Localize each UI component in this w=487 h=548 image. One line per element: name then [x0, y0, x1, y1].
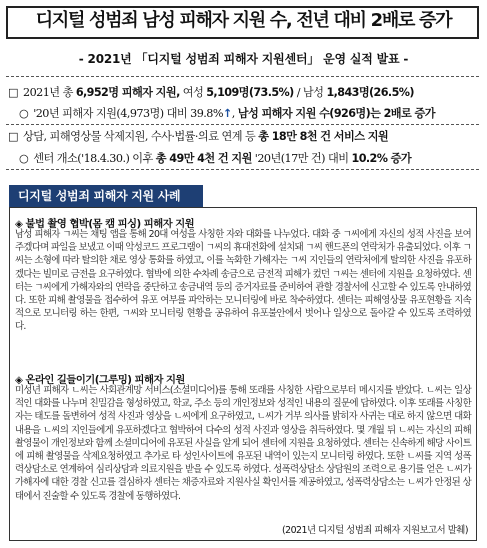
divider-middle [6, 124, 479, 125]
case-section-header: 디지털 성범죄 피해자 지원 사례 [9, 185, 203, 207]
summary-line-4: ○ 센터 개소('18.4.30.) 이후 총 49만 4천 건 지원 '20년(17만 건) 대비 10.2% 증가 [19, 152, 412, 165]
case-2-body: 미성년 피해자 ㄴ씨는 사회관계망 서비스(소셜미디어)를 통해 또래를 사칭한 사람으로부터 메시지를 받았다. ㄴ씨는 일상적인 대화를 나누며 친밀감을 형성하였고, 학교, 주소 등의 개인정보와 성적인 내용의 질문에 답하였다. 이후 또래를 사칭한 자는 태도를 돌변하여 성적 사진과 영상을 ㄴ씨에게 요구하였고, ㄴ씨가 거부 의사를 밝히자 사귀는 대로 하지 않으면 대화 내용을 ㄴ씨의 지인들에게 유포하겠다고 협박하여 다수의 성적 사진과 영상을 취득하였다. 몇 개월 뒤 ㄴ씨는 자신의 피해 촬영물이 개인정보와 함께 소셜미디어에 유포된 사실을 알게 되어 센터에 지원을 요청하였다. 센터는 신속하게 해당 사이트에 피해 촬영물을 삭제요청하였고 추가로 타 성인사이트에 유포된 내역이 있는지 모니터링 하였다. 또한 ㄴ씨를 지역 성폭력상담소로 연계하여 심리상담과 의료지원을 받을 수 있도록 하였다. 성폭력상담소 상담원의 조력으로 용기를 얻은 ㄴ씨가 가해자에 대한 경찰 신고를 결심하자 센터는 채증자료와 지원사실 확인서를 제공하였고, 성폭력상담소는 ㄴ씨가 안정된 상태에서 진술할 수 있도록 경찰에 동행하였다. [15, 385, 471, 502]
page-subtitle: - 2021년 「디지털 성범죄 피해자 지원센터」 운영 실적 발표 - [78, 52, 409, 66]
case-1-title: ◈ 불법 촬영 협박(몸 캠 피싱) 피해자 지원 [15, 218, 195, 230]
circle-bullet-icon: ○ [19, 152, 29, 165]
divider-top [6, 76, 479, 77]
case-box [9, 207, 477, 541]
summary-line-1: □ 2021년 총 6,952명 피해자 지원, 여성 5,109명(73.5%) / 남성 1,843명(26.5%) [8, 86, 414, 99]
square-bullet-icon: □ [8, 86, 19, 99]
summary-line-3: □ 상담, 피해영상물 삭제지원, 수사·법률·의료 연계 등 총 18만 8천 건 서비스 지원 [8, 130, 389, 143]
divider-bottom [6, 169, 479, 170]
page-title: 디지털 성범죄 남성 피해자 지원 수, 전년 대비 2배로 증가 [35, 10, 452, 31]
up-arrow-icon: ↑ [222, 107, 232, 120]
summary-line-2: ○ '20년 피해자 지원(4,973명) 대비 39.8%↑, 남성 피해자 지원 수(926명)는 2배로 증가 [19, 107, 435, 120]
case-1-body: 남성 피해자 ㄱ씨는 채팅 앱을 통해 20대 여성을 사칭한 자와 대화를 나누었다. 대화 중 ㄱ씨에게 자신의 성적 사진을 보여주겠다며 파일을 보냈고 이때 악성코드 프로그램이 ㄱ씨의 휴대전화에 설치돼 ㄱ씨 핸드폰의 연락처가 유출되었다. 이후 ㄱ씨는 소형에 따라 탈의한 채로 영상 통화를 하였고, 이를 녹화한 가해자는 ㄱ씨 지인들의 연락처에게 탈의한 사진을 유포하겠다는 빌미로 금전을 요구하였다. 협박에 의한 수차례 송금으로 금전적 피해가 컸던 ㄱ씨는 센터에 지원을 요청하였다. 센터는 ㄱ씨에게 가해자와의 연락을 중단하고 송금내역 등의 증거자료를 준비하여 관할 경찰서에 신고할 수 있도록 안내하였다. 또한 피해 촬영물을 접수하여 유포 여부를 파악하는 모니터링에 바로 착수하였다. 센터는 피해영상물 유포현황을 지속적으로 모니터링 하는 한편, ㄱ씨와 모니터링 현황을 공유하여 유포불안에서 벗어나 일상으로 돌아갈 수 있도록 조력하였다. [15, 229, 471, 333]
source-note: (2021년 디지털 성범죄 피해자 지원보고서 발췌) [281, 525, 468, 536]
circle-bullet-icon: ○ [19, 107, 29, 120]
case-2-title: ◈ 온라인 길들이기(그루밍) 피해자 지원 [15, 374, 185, 386]
square-bullet-icon: □ [8, 130, 19, 143]
